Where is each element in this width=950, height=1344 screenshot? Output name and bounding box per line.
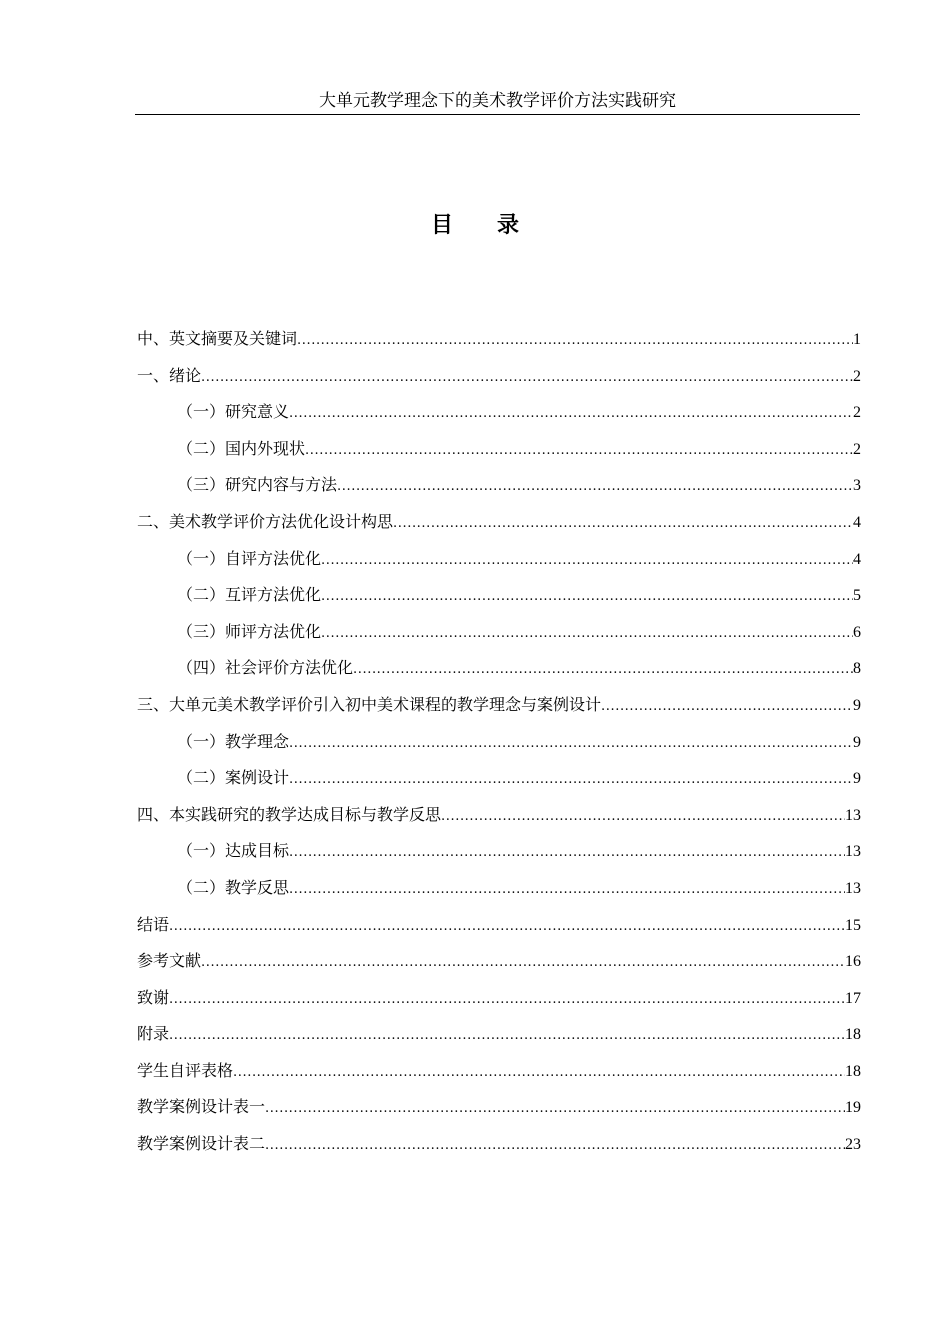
toc-entry-page-number: 23 bbox=[845, 1136, 861, 1154]
toc-dot-leader bbox=[289, 398, 853, 428]
toc-entry-label: 参考文献 bbox=[137, 951, 202, 971]
toc-entry-page-number: 2 bbox=[853, 440, 861, 458]
toc-entry[interactable] bbox=[137, 362, 861, 399]
toc-entry-page-number: 9 bbox=[853, 733, 861, 751]
toc-dot-leader bbox=[289, 874, 845, 904]
toc-entry-label: 附录 bbox=[137, 1024, 170, 1044]
toc-entry[interactable] bbox=[137, 325, 861, 362]
toc-entry-page-number: 4 bbox=[853, 513, 861, 531]
toc-entry[interactable] bbox=[137, 1057, 861, 1094]
toc-entry-page-number: 5 bbox=[853, 587, 861, 605]
toc-entry[interactable] bbox=[137, 764, 861, 801]
toc-dot-leader bbox=[297, 325, 853, 355]
toc-entry-page-number: 2 bbox=[853, 367, 861, 385]
toc-entry-page-number: 6 bbox=[853, 623, 861, 641]
toc-entry-label: 教学案例设计表一 bbox=[137, 1097, 266, 1117]
toc-entry[interactable] bbox=[137, 1130, 861, 1167]
toc-entry-page-number: 18 bbox=[845, 1026, 861, 1044]
toc-entry-label: （二）案例设计 bbox=[177, 768, 290, 788]
toc-entry[interactable] bbox=[137, 728, 861, 765]
toc-entry-page-number: 8 bbox=[853, 660, 861, 678]
toc-dot-leader bbox=[601, 691, 853, 721]
toc-entry-label: 致谢 bbox=[137, 987, 170, 1007]
toc-dot-leader bbox=[393, 508, 853, 538]
toc-dot-leader bbox=[321, 545, 853, 575]
toc-dot-leader bbox=[289, 837, 845, 867]
toc-entry[interactable] bbox=[137, 691, 861, 728]
toc-entry-label: （四）社会评价方法优化 bbox=[177, 658, 354, 678]
toc-entry-label: （三）研究内容与方法 bbox=[177, 475, 338, 495]
header-title: 大单元教学理念下的美术教学评价方法实践研究 bbox=[319, 91, 676, 111]
toc-entry-label: 学生自评表格 bbox=[137, 1060, 234, 1080]
toc-entry[interactable] bbox=[137, 581, 861, 618]
toc-dot-leader bbox=[289, 764, 853, 794]
toc-entry-page-number: 3 bbox=[853, 477, 861, 495]
toc-entry-page-number: 13 bbox=[845, 879, 861, 897]
toc-entry-label: 四、本实践研究的教学达成目标与教学反思 bbox=[137, 804, 442, 824]
toc-dot-leader bbox=[321, 618, 853, 648]
toc-entry[interactable] bbox=[137, 545, 861, 582]
toc-entry[interactable] bbox=[137, 874, 861, 911]
toc-dot-leader bbox=[265, 1093, 845, 1123]
toc-entry-label: 教学案例设计表二 bbox=[137, 1134, 266, 1154]
toc-entry-label: 结语 bbox=[137, 914, 170, 934]
toc-entry-page-number: 18 bbox=[845, 1062, 861, 1080]
toc-dot-leader bbox=[169, 911, 845, 941]
toc-dot-leader bbox=[201, 362, 853, 392]
toc-dot-leader bbox=[305, 435, 853, 465]
toc-entry-page-number: 13 bbox=[845, 806, 861, 824]
toc-title: 目录 bbox=[430, 212, 563, 238]
toc-entry-page-number: 9 bbox=[853, 770, 861, 788]
page-header bbox=[135, 88, 860, 115]
toc-entry-label: 中、英文摘要及关键词 bbox=[137, 329, 298, 348]
toc-entry[interactable] bbox=[137, 508, 861, 545]
toc-dot-leader bbox=[201, 947, 845, 977]
toc-dot-leader bbox=[321, 581, 853, 611]
toc-entry[interactable] bbox=[137, 911, 861, 948]
toc-entry-page-number: 19 bbox=[845, 1099, 861, 1117]
toc-entry-page-number: 16 bbox=[845, 953, 861, 971]
toc-entry[interactable] bbox=[137, 398, 861, 435]
toc-entry-page-number: 13 bbox=[845, 843, 861, 861]
toc-entry-label: （二）教学反思 bbox=[177, 877, 290, 897]
toc-dot-leader bbox=[441, 801, 845, 831]
toc-entry-page-number: 15 bbox=[845, 916, 861, 934]
toc-entry-label: （二）国内外现状 bbox=[177, 438, 306, 458]
toc-entry-label: 二、美术教学评价方法优化设计构思 bbox=[137, 511, 394, 531]
toc-entry[interactable] bbox=[137, 1093, 861, 1130]
toc-entry[interactable] bbox=[137, 618, 861, 655]
toc-entry-label: 一、绪论 bbox=[137, 365, 202, 385]
toc-entry[interactable] bbox=[137, 947, 861, 984]
toc-entry[interactable] bbox=[137, 435, 861, 472]
toc-entry-label: （一）自评方法优化 bbox=[177, 548, 322, 568]
table-of-contents bbox=[137, 325, 861, 1167]
toc-entry[interactable] bbox=[137, 654, 861, 691]
toc-entry[interactable] bbox=[137, 1020, 861, 1057]
toc-entry-page-number: 4 bbox=[853, 550, 861, 568]
toc-dot-leader bbox=[353, 654, 853, 684]
toc-entry-page-number: 1 bbox=[853, 331, 861, 348]
toc-entry[interactable] bbox=[137, 471, 861, 508]
toc-entry-page-number: 9 bbox=[853, 696, 861, 714]
toc-entry[interactable] bbox=[137, 837, 861, 874]
toc-entry-page-number: 2 bbox=[853, 404, 861, 422]
toc-entry-label: （一）研究意义 bbox=[177, 402, 290, 422]
toc-dot-leader bbox=[265, 1130, 845, 1160]
toc-dot-leader bbox=[289, 728, 853, 758]
toc-entry[interactable] bbox=[137, 984, 861, 1021]
toc-entry-label: 三、大单元美术教学评价引入初中美术课程的教学理念与案例设计 bbox=[137, 694, 602, 714]
toc-entry[interactable] bbox=[137, 801, 861, 838]
toc-entry-page-number: 17 bbox=[845, 989, 861, 1007]
toc-dot-leader bbox=[169, 984, 845, 1014]
toc-entry-label: （一）教学理念 bbox=[177, 731, 290, 751]
toc-entry-label: （三）师评方法优化 bbox=[177, 621, 322, 641]
toc-dot-leader bbox=[337, 471, 853, 501]
toc-entry-label: （二）互评方法优化 bbox=[177, 585, 322, 605]
toc-dot-leader bbox=[169, 1020, 845, 1050]
toc-entry-label: （一）达成目标 bbox=[177, 841, 290, 861]
toc-dot-leader bbox=[233, 1057, 845, 1087]
